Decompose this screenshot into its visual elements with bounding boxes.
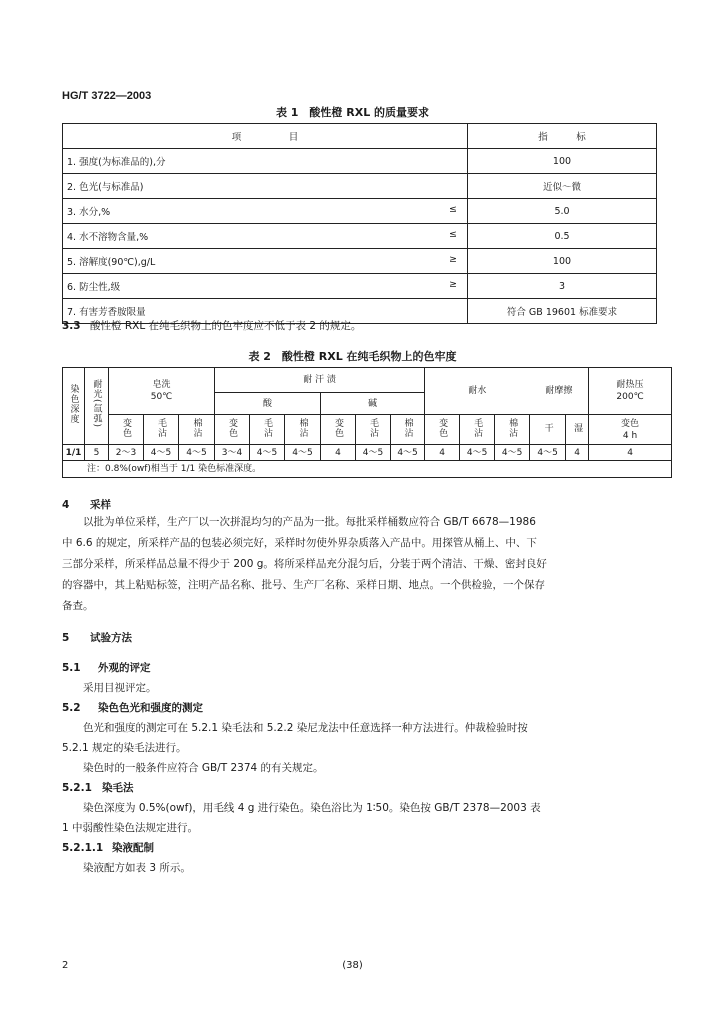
header-perspiration: 耐 汗 渍: [215, 368, 425, 393]
subheader-cotton: 棉沾: [179, 415, 215, 445]
color-fastness-table: [62, 367, 672, 478]
section-number: 5.2: [62, 702, 81, 714]
section-number: 3.3: [62, 320, 81, 332]
paragraph-line: 以批为单位采样，生产厂以一次拼混均匀的产品为一批。每批采样桶数应符合 GB/T 6678—1986: [83, 516, 536, 528]
section-5: [62, 630, 132, 645]
data-cell: 4: [425, 445, 460, 461]
paragraph: 采用目视评定。: [83, 682, 157, 694]
header-alkali: 碱: [321, 393, 425, 415]
value-cell: 近似～微: [468, 174, 657, 199]
table-row: [63, 149, 657, 174]
subheader-dry: 干: [530, 415, 566, 445]
operator: ≥: [449, 254, 457, 265]
paragraph: 染液配方如表 3 所示。: [83, 862, 191, 874]
header-washing: 皂洗 50℃: [109, 368, 215, 415]
data-cell: 4～5: [530, 445, 566, 461]
standard-number: HG/T 3722—2003: [62, 90, 152, 102]
subheader-heat: 变色 4 h: [589, 415, 672, 445]
table-header-row: [63, 124, 657, 149]
header-water: 耐水: [425, 368, 530, 415]
operator: ≤: [449, 229, 457, 240]
header-rubbing: 耐摩擦: [530, 368, 589, 415]
subheader-change: 变色: [215, 415, 250, 445]
column-header-value: 指 标: [468, 124, 657, 149]
section-3-3: [62, 316, 361, 337]
section-number: 4: [62, 499, 70, 511]
paragraph-line: 染色时的一般条件应符合 GB/T 2374 的有关规定。: [83, 762, 324, 774]
paragraph-line: 备查。: [62, 600, 94, 612]
data-cell: 3～4: [215, 445, 250, 461]
paragraph-line: 三部分采样，所采样品总量不得少于 200 g。将所采样品充分混匀后，分装于两个清洁、干燥、密封良好: [62, 558, 547, 570]
subheader-wool: 毛沾: [460, 415, 495, 445]
paragraph-line: 色光和强度的测定可在 5.2.1 染毛法和 5.2.2 染尼龙法中任意选择一种方法进行。仲裁检验时按: [83, 722, 528, 734]
section-title: 采样: [90, 499, 111, 511]
paragraph-line: 的容器中，其上粘贴标签，注明产品名称、批号、生产厂名称、采样日期、地点。一个供检验，一个保存: [62, 579, 545, 591]
section-text: 酸性橙 RXL 在纯毛织物上的色牢度应不低于表 2 的规定。: [90, 320, 362, 332]
page-number-bracket: (38): [342, 960, 363, 971]
subheader-wool: 毛沾: [250, 415, 285, 445]
subheader-cotton: 棉沾: [285, 415, 321, 445]
item-cell: 6. 防尘性,级 ≥: [63, 274, 468, 299]
data-cell: 4～5: [356, 445, 391, 461]
section-number: 5: [62, 632, 70, 644]
table1-title: 表 1 酸性橙 RXL 的质量要求: [275, 106, 430, 119]
section-4: [62, 497, 547, 617]
subheader-wool: 毛沾: [356, 415, 391, 445]
table-row: [63, 224, 657, 249]
data-cell: 4～5: [460, 445, 495, 461]
table-row: [63, 249, 657, 274]
data-cell: 4～5: [391, 445, 425, 461]
data-cell: 4～5: [144, 445, 179, 461]
subheader-wool: 毛沾: [144, 415, 179, 445]
table-note: 注：0.8%(owf)相当于 1/1 染色标准深度。: [63, 461, 672, 478]
data-cell: 4～5: [250, 445, 285, 461]
subheader-wet: 湿: [566, 415, 589, 445]
item-cell: 5. 溶解度(90℃),g/L ≥: [63, 249, 468, 274]
data-cell: 4～5: [285, 445, 321, 461]
data-cell: 1/1: [63, 445, 85, 461]
column-header-item: 项 目: [63, 124, 468, 149]
subheader-cotton: 棉沾: [391, 415, 425, 445]
value-cell: 100: [468, 149, 657, 174]
paragraph-line: 中 6.6 的规定，所采样产品的包装必须完好，采样时勿使外界杂质落入产品中。用探管从桶上、中、下: [62, 537, 537, 549]
data-cell: 4～5: [495, 445, 530, 461]
header-hot-pressing: 耐热压 200℃: [589, 368, 672, 415]
table-row: [63, 199, 657, 224]
item-cell: 4. 水不溶物含量,% ≤: [63, 224, 468, 249]
section-title: 外观的评定: [98, 662, 151, 674]
operator: ≤: [449, 204, 457, 215]
header-dyeing-depth: 染色深度: [63, 368, 85, 445]
header-light-fastness: 耐光(氙弧): [85, 368, 109, 445]
section-number: 5.2.1: [62, 782, 92, 794]
value-cell: 0.5: [468, 224, 657, 249]
table-row: [63, 445, 672, 461]
section-title: 染毛法: [102, 782, 134, 794]
page-number: 2: [62, 960, 69, 971]
data-cell: 4: [566, 445, 589, 461]
header-acid: 酸: [215, 393, 321, 415]
paragraph-line: 染色深度为 0.5%(owf)，用毛线 4 g 进行染色。染色浴比为 1∶50。染色按 GB/T 2378—2003 表: [83, 802, 541, 814]
paragraph-line: 5.2.1 规定的染毛法进行。: [62, 742, 187, 754]
value-cell: 5.0: [468, 199, 657, 224]
table2-title: 表 2 酸性橙 RXL 在纯毛织物上的色牢度: [248, 350, 457, 363]
value-cell: 100: [468, 249, 657, 274]
table-row: [63, 174, 657, 199]
section-title: 试验方法: [90, 632, 132, 644]
quality-requirements-table: [62, 123, 657, 324]
data-cell: 4: [589, 445, 672, 461]
subheader-change: 变色: [425, 415, 460, 445]
data-cell: 5: [85, 445, 109, 461]
data-cell: 4～5: [179, 445, 215, 461]
section-title: 染液配制: [112, 842, 154, 854]
section-number: 5.1: [62, 662, 81, 674]
section-number: 5.2.1.1: [62, 842, 104, 854]
table-row: [63, 274, 657, 299]
item-cell: 3. 水分,% ≤: [63, 199, 468, 224]
value-cell: 3: [468, 274, 657, 299]
subheader-cotton: 棉沾: [495, 415, 530, 445]
subheader-change: 变色: [109, 415, 144, 445]
section-title: 染色色光和强度的测定: [98, 702, 203, 714]
section-5-body: [62, 658, 541, 878]
item-cell: 7. 有害芳香胺限量: [63, 299, 468, 324]
paragraph-line: 1 中弱酸性染色法规定进行。: [62, 822, 199, 834]
subheader-change: 变色: [321, 415, 356, 445]
value-cell: 符合 GB 19601 标准要求: [468, 299, 657, 324]
data-cell: 4: [321, 445, 356, 461]
item-cell: 1. 强度(为标准品的),分: [63, 149, 468, 174]
item-cell: 2. 色光(与标准品): [63, 174, 468, 199]
operator: ≥: [449, 279, 457, 290]
data-cell: 2～3: [109, 445, 144, 461]
